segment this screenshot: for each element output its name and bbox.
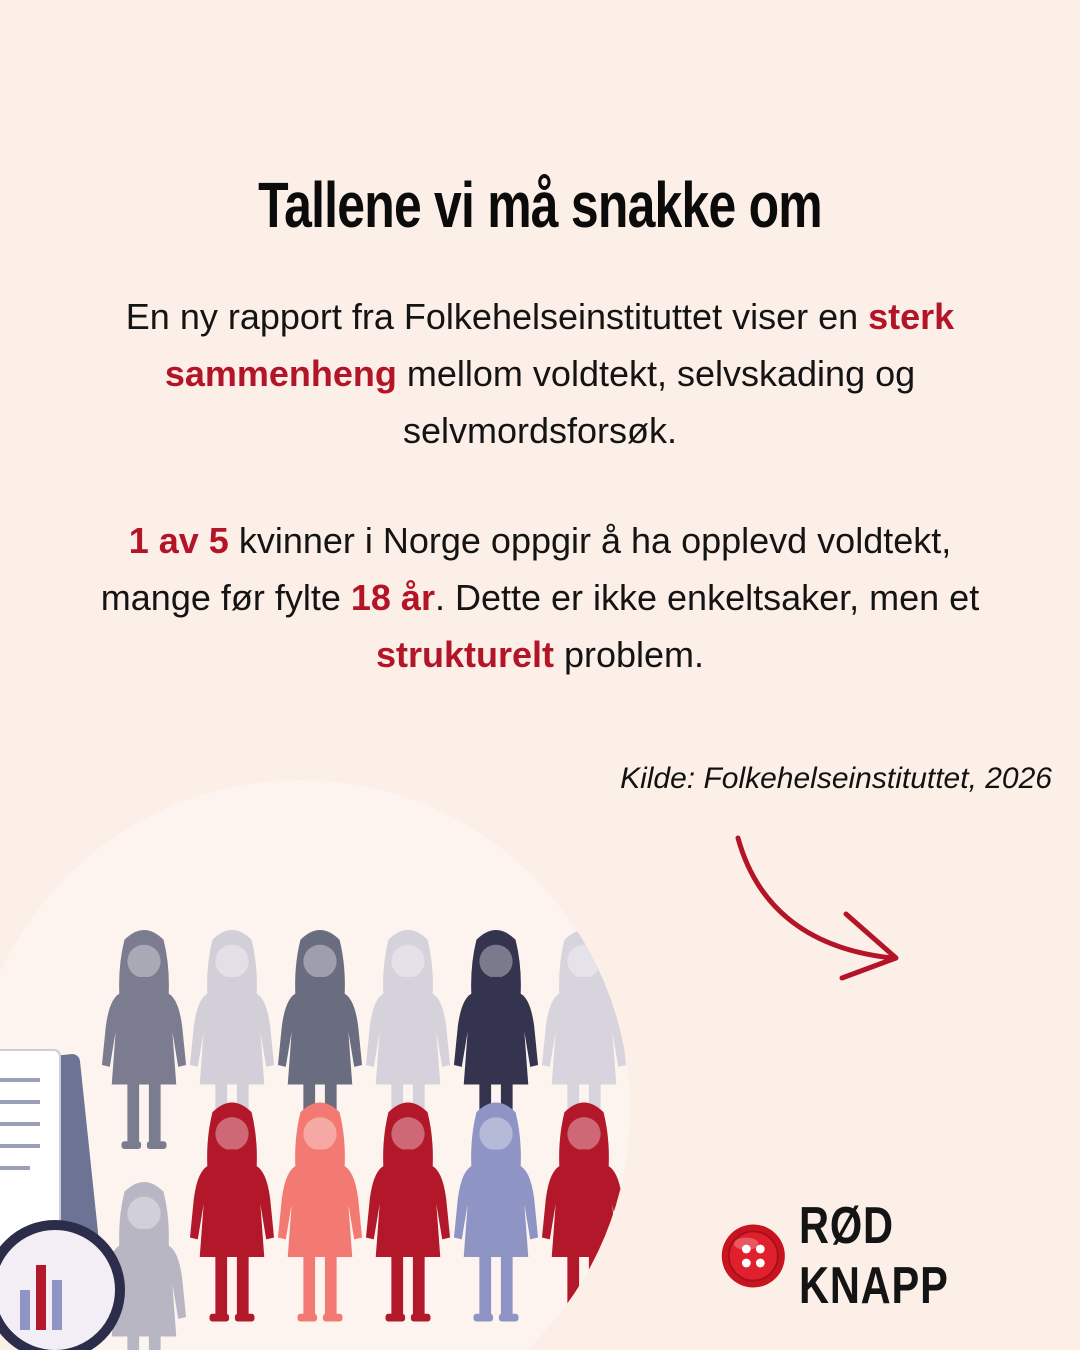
source-citation: Kilde: Folkehelseinstituttet, 2026 — [620, 762, 1052, 795]
stat-text-2: . Dette er ikke enkeltsaker, men et — [434, 577, 980, 618]
stat-highlight-age: 18 år — [350, 577, 435, 618]
intro-highlight: sterk sammenheng — [164, 296, 955, 394]
page-title: Tallene vi må snakke om — [258, 169, 822, 241]
stat-text-3: problem. — [553, 634, 705, 675]
stat-highlight-structural: strukturelt — [375, 634, 554, 675]
stat-paragraph — [90, 512, 990, 683]
curved-arrow-icon — [720, 830, 920, 1000]
brand-logo — [720, 1196, 1080, 1316]
intro-text-1: En ny rapport fra Folkehelseinstituttet viser en — [125, 296, 869, 337]
brand-name: RØD KNAPP — [798, 1197, 949, 1315]
intro-paragraph — [90, 288, 990, 459]
red-button-icon — [720, 1218, 787, 1294]
stat-highlight-ratio: 1 av 5 — [128, 520, 229, 561]
women-figures-icon — [0, 780, 700, 1350]
stat-text-1: kvinner i Norge oppgir å ha opplevd voldtekt, mange før fylte — [100, 520, 952, 618]
intro-text-2: mellom voldtekt, selvskading og selvmordsforsøk. — [396, 353, 916, 451]
